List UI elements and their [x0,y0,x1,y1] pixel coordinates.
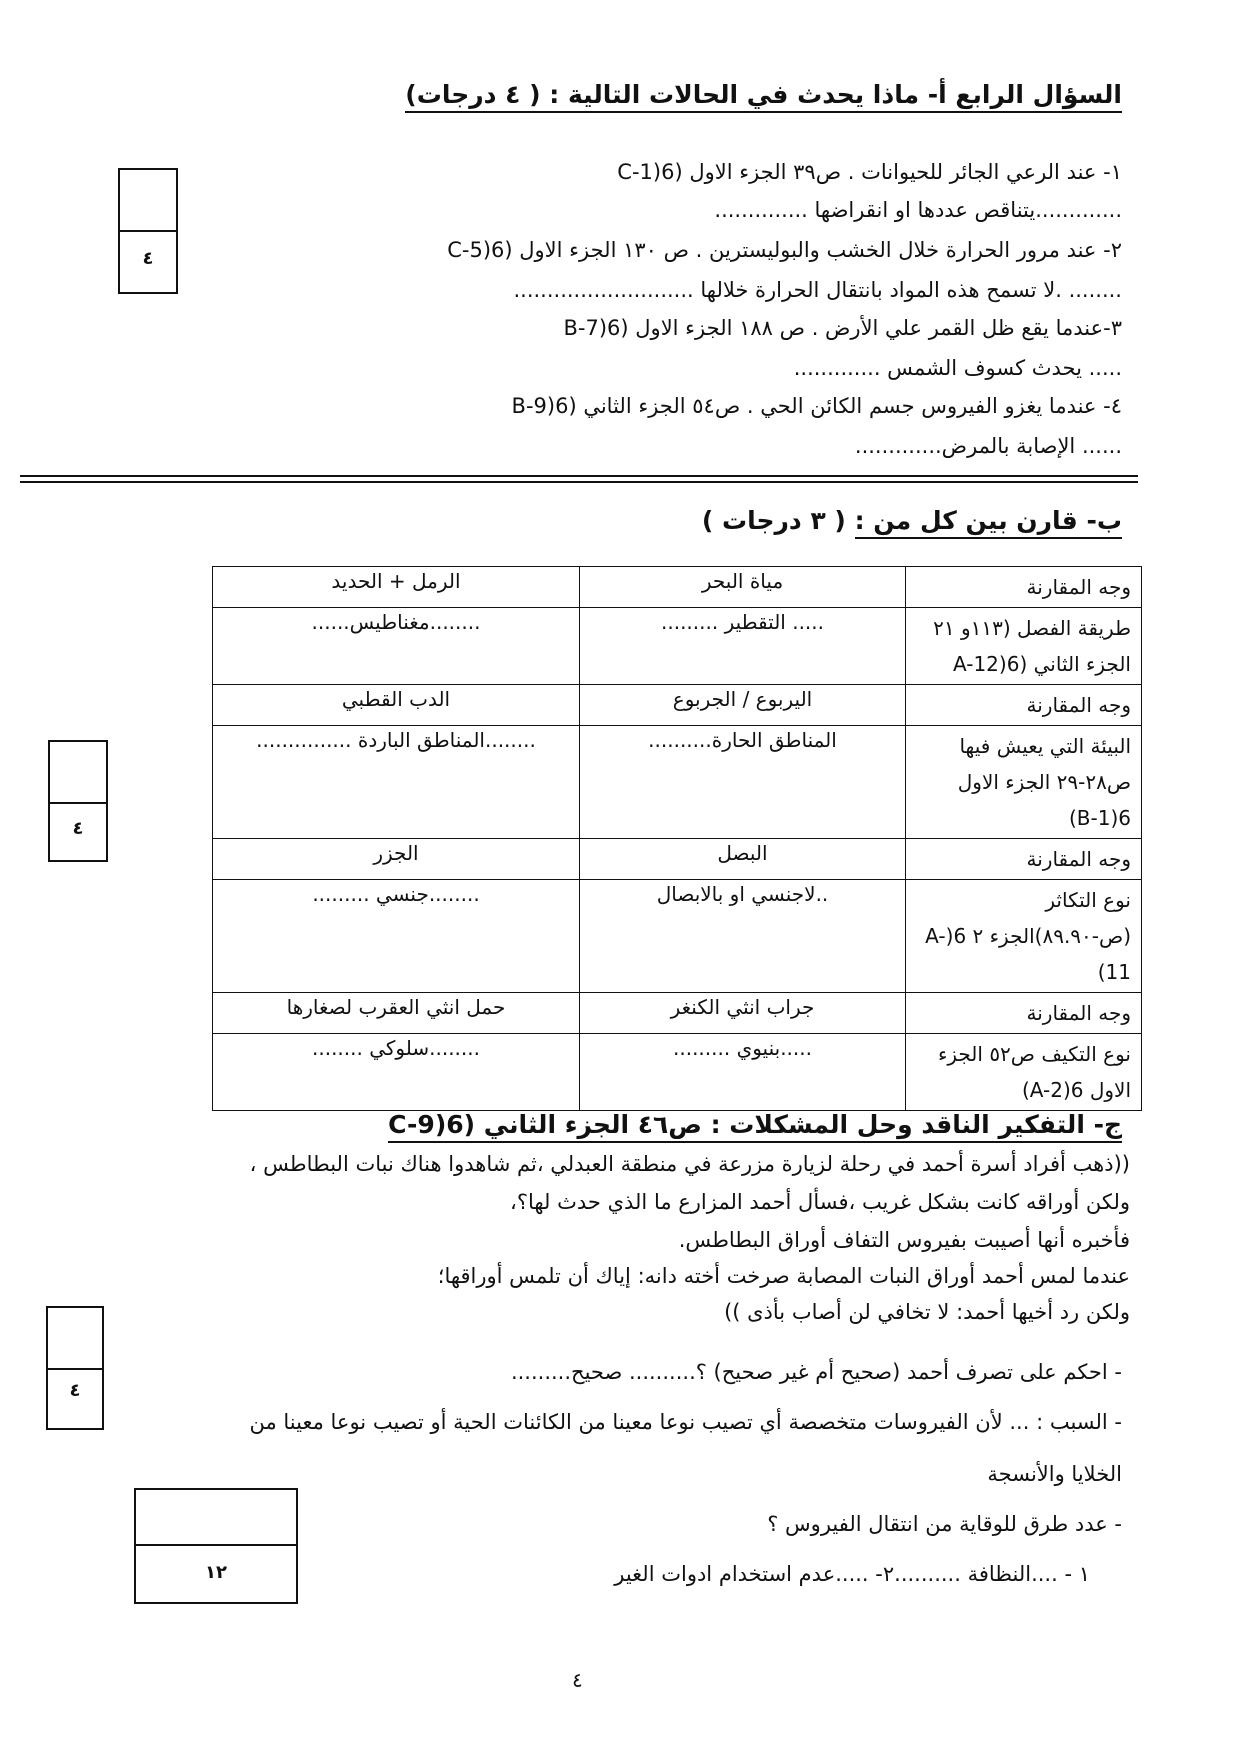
section-a-question-4: ٤- عندما يغزو الفيروس جسم الكائن الحي . ص٥٤ الجزء الثاني (6(B-9 [511,394,1122,418]
table-row-label: البيئة التي يعيش فيها ص٢٨-٢٩ الجزء الاول 6(B-1) [906,726,1142,839]
section-a-question-3: ٣-عندما يقع ظل القمر علي الأرض . ص ١٨٨ الجزء الاول (6(B-7 [563,316,1122,340]
section-b-title: ب- قارن بين كل من : ( ٣ درجات ) [702,506,1122,535]
total-score-box [134,1488,298,1604]
story-line-2: ولكن أوراقه كانت بشكل غريب ،فسأل أحمد المزارع ما الذي حدث لها؟، [510,1190,1130,1214]
table-cell: ........مغناطيس...... [213,608,580,685]
page-number: ٤ [572,1668,583,1692]
question-judge: - احكم على تصرف أحمد (صحيح أم غير صحيح) ؟.......... صحيح......... [510,1360,1122,1384]
table-header-col2: الدب القطبي [213,685,580,726]
section-divider [20,475,1138,477]
table-cell: ........سلوكي ........ [213,1034,580,1111]
table-row-label: نوع التكيف ص٥٢ الجزء الاول 6(A-2) [906,1034,1142,1111]
table-header-col1: جراب انثي الكنغر [580,993,906,1034]
section-a-answer-4: ...... الإصابة بالمرض............. [854,434,1122,458]
table-header-label: وجه المقارنة [906,839,1142,880]
section-b-score: ٤ [72,818,84,839]
section-a-score-box [118,168,178,294]
section-a-score: ٤ [142,248,154,269]
question-reason-line-2: الخلايا والأنسجة [987,1462,1122,1486]
table-header-col1: البصل [580,839,906,880]
story-line-1: ((ذهب أفراد أسرة أحمد في رحلة لزيارة مزرعة في منطقة العبدلي ،ثم شاهدوا هناك نبات البطاطس ، [249,1152,1130,1176]
table-row-label: طريقة الفصل (١١٣و ٢١ الجزء الثاني (6(A-12 [906,608,1142,685]
section-divider-double [20,481,1138,483]
table-cell: ..... التقطير ......... [580,608,906,685]
total-score: ١٢ [205,1562,227,1583]
section-a-answer-1: .............يتناقص عددها او انقراضها .............. [714,198,1122,222]
table-cell: .....بنيوي ......... [580,1034,906,1111]
table-cell: ..لاجنسي او بالابصال [580,880,906,993]
section-a-question-1: ١- عند الرعي الجائر للحيوانات . ص٣٩ الجزء الاول (6(C-1 [617,160,1122,184]
table-header-col1: اليربوع / الجربوع [580,685,906,726]
section-c-title: ج- التفكير الناقد وحل المشكلات : ص٤٦ الجزء الثاني (6(C-9 [388,1110,1122,1139]
table-header-label: وجه المقارنة [906,567,1142,608]
comparison-table [212,566,1142,1111]
table-header-col2: الرمل + الحديد [213,567,580,608]
section-a-answer-3: ..... يحدث كسوف الشمس ............. [793,356,1122,380]
table-cell: ........جنسي ......... [213,880,580,993]
table-header-col2: حمل انثي العقرب لصغارها [213,993,580,1034]
section-a-question-2: ٢- عند مرور الحرارة خلال الخشب والبوليسترين . ص ١٣٠ الجزء الاول (6(C-5 [447,238,1122,262]
section-c-score-box [46,1306,104,1430]
table-row-label: نوع التكاثر (ص-٨٩.٩٠)الجزء ٢ 6(A-11) [906,880,1142,993]
table-cell: ........المناطق الباردة ............... [213,726,580,839]
table-header-col2: الجزر [213,839,580,880]
section-a-answer-2: ........ .لا تسمح هذه المواد بانتقال الحرارة خلالها ........................... [513,278,1122,302]
section-b-points: ( ٣ درجات ) [701,506,846,535]
section-c-score: ٤ [69,1380,81,1401]
section-a-title: السؤال الرابع أ- ماذا يحدث في الحالات التالية : ( ٤ درجات) [405,80,1122,109]
table-header-label: وجه المقارنة [906,993,1142,1034]
answer-prevention: ١ - ....النظافة ..........٢- .....عدم استخدام ادوات الغير [614,1562,1090,1586]
table-cell: المناطق الحارة.......... [580,726,906,839]
story-line-4: عندما لمس أحمد أوراق النبات المصابة صرخت أخته دانه: إياك أن تلمس أوراقها؛ [437,1264,1130,1288]
question-prevention: - عدد طرق للوقاية من انتقال الفيروس ؟ [767,1512,1122,1536]
story-line-3: فأخبره أنها أصيبت بفيروس التفاف أوراق البطاطس. [678,1228,1130,1252]
table-header-col1: مياة البحر [580,567,906,608]
question-reason-line-1: - السبب : ... لأن الفيروسات متخصصة أي تصيب نوعا معينا من الكائنات الحية أو تصيب نوعا معينا من [249,1410,1122,1434]
story-line-5: ولكن رد أخيها أحمد: لا تخافي لن أصاب بأذى )) [724,1300,1130,1324]
section-b-score-box [48,740,108,862]
table-header-label: وجه المقارنة [906,685,1142,726]
